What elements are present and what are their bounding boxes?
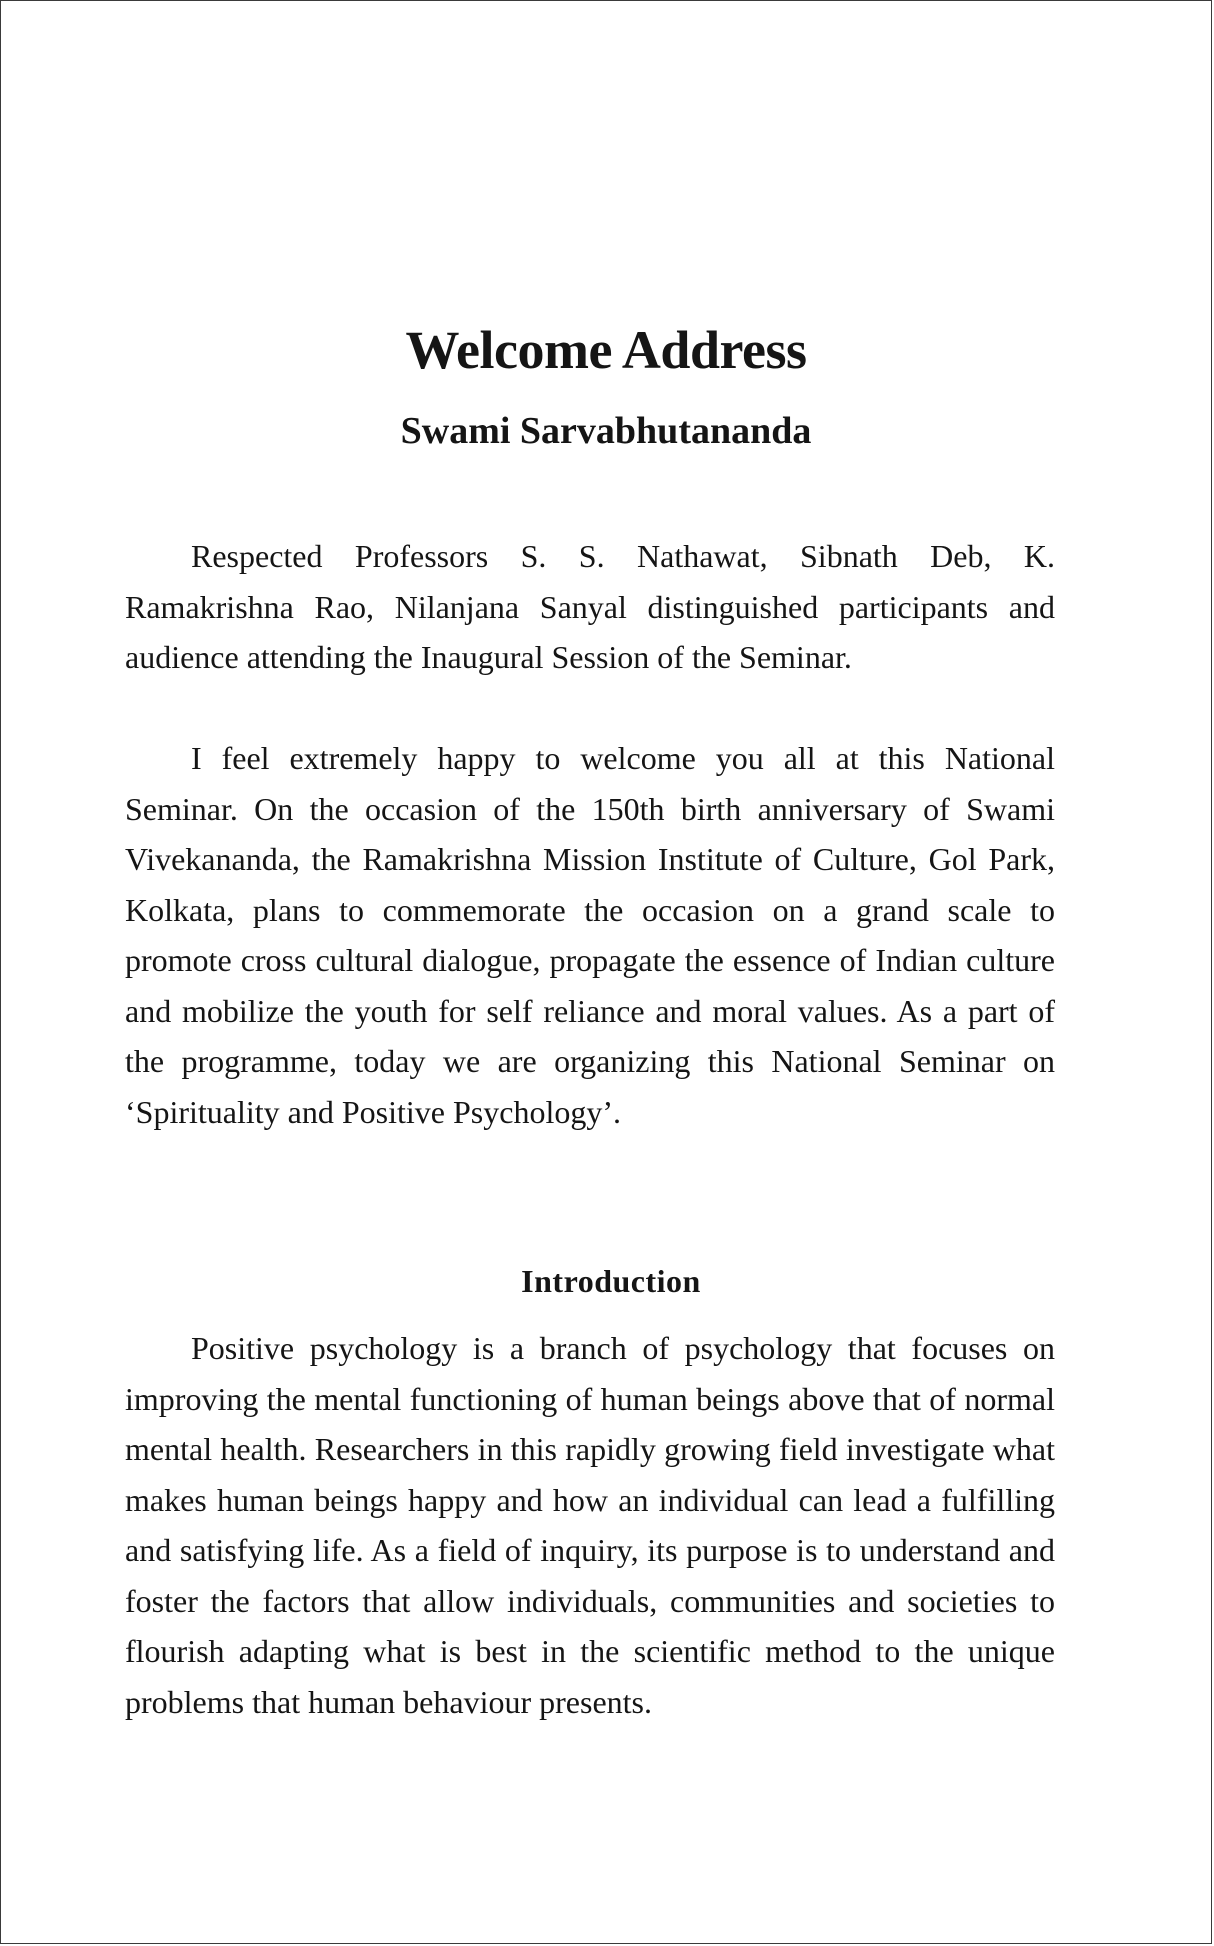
paragraph-introduction: Positive psychology is a branch of psychology that focuses on improving the mental functioning of human beings above that of normal mental health. Researchers in this rapidly growing field investigate what makes human beings happy and how an individual can lead a fulfilling and satisfying life. As a field of inquiry, its purpose is to understand and foster the factors that allow individuals, communities and societies to flourish adapting what is best in the scientific method to the unique problems that human behaviour presents.: [125, 1330, 1055, 1720]
section-heading-introduction: Introduction: [521, 1263, 701, 1299]
page-title: Welcome Address: [405, 320, 807, 380]
paragraph-welcome: I feel extremely happy to welcome you all at this National Seminar. On the occasion of the 150th birth anniversary of Swami Vivekananda, the Ramakrishna Mission Institute of Culture, Gol Park, Kolkata, plans to commemorate the occasion on a grand scale to promote cross cultural dialogue, propagate the essence of Indian culture and mobilize the youth for self reliance and moral values. As a part of the programme, today we are organizing this National Seminar on ‘Spirituality and Positive Psychology’.: [125, 740, 1055, 1130]
paragraph-salutation: Respected Professors S. S. Nathawat, Sibnath Deb, K. Ramakrishna Rao, Nilanjana Sanyal distinguished participants and audience attending the Inaugural Session of the Seminar.: [125, 538, 1055, 675]
author-name: Swami Sarvabhutananda: [400, 410, 812, 452]
